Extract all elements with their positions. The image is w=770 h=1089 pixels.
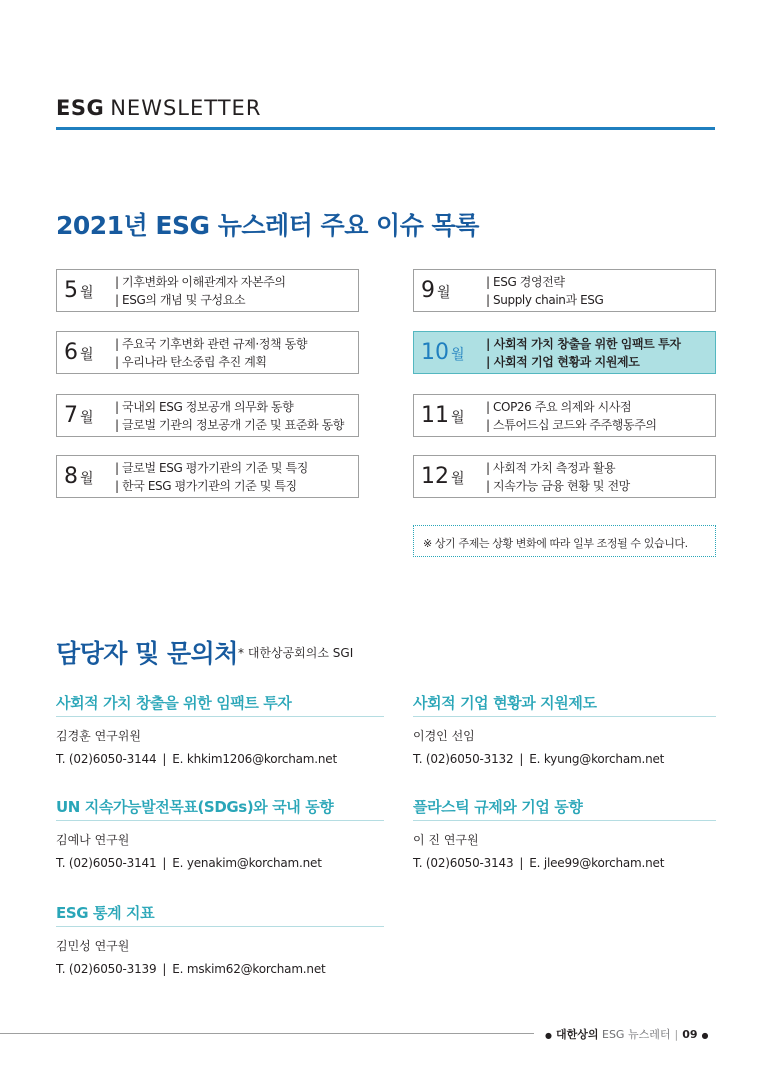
contact-tel: T. (02)6050-3132 — [413, 752, 514, 766]
issue-june — [56, 331, 359, 374]
contact-email[interactable]: E. jlee99@korcham.net — [529, 856, 665, 870]
contact-name: 이 진 연구원 — [413, 833, 479, 847]
page-footer: ● 대한상의 ESG 뉴스레터 | 09 ● — [545, 1028, 709, 1041]
contact-tel: T. (02)6050-3139 — [56, 962, 157, 976]
bullet-icon: ● — [545, 1031, 552, 1040]
issue-september — [413, 269, 716, 312]
contact-topic: ESG 통계 지표 — [56, 902, 384, 927]
contact-card — [56, 692, 384, 766]
footer-rule — [0, 1033, 534, 1034]
issue-topics: | 기후변화와 이해관계자 자본주의 | ESG의 개념 및 구성요소 — [115, 275, 286, 307]
issue-month: 9 월 — [421, 278, 451, 303]
contact-topic: 사회적 가치 창출을 위한 임팩트 투자 — [56, 692, 384, 717]
contact-email[interactable]: E. kyung@korcham.net — [529, 752, 665, 766]
issue-month: 10 월 — [421, 340, 465, 365]
issue-month: 5 월 — [64, 278, 94, 303]
issue-topics: | 국내외 ESG 정보공개 의무화 동향 | 글로벌 기관의 정보공개 기준 및 표준화 동향 — [115, 400, 345, 432]
contact-info: T. (02)6050-3143 | E. jlee99@korcham.net — [413, 856, 665, 870]
issue-month: 7 월 — [64, 403, 94, 428]
issues-title: 2021년 ESG 뉴스레터 주요 이슈 목록 — [56, 211, 479, 240]
contact-info: T. (02)6050-3141 | E. yenakim@korcham.net — [56, 856, 322, 870]
header-subtitle: NEWSLETTER — [110, 96, 262, 120]
contact-name: 김경훈 연구위원 — [56, 729, 141, 743]
issue-november — [413, 394, 716, 437]
issue-topics: | ESG 경영전략 | Supply chain과 ESG — [486, 275, 604, 307]
contact-email[interactable]: E. mskim62@korcham.net — [172, 962, 326, 976]
issue-topics: | 사회적 가치 측정과 활용 | 지속가능 금융 현황 및 전망 — [486, 461, 630, 493]
schedule-note: ※ 상기 주제는 상황 변화에 따라 일부 조정될 수 있습니다. — [413, 525, 716, 557]
contact-name: 이경인 선임 — [413, 729, 475, 743]
contact-info: T. (02)6050-3132 | E. kyung@korcham.net — [413, 752, 665, 766]
contact-card — [413, 692, 716, 766]
issue-topics: | 사회적 가치 창출을 위한 임팩트 투자 | 사회적 기업 현황과 지원제도 — [486, 337, 681, 369]
issue-topics: | 주요국 기후변화 관련 규제·정책 동향 | 우리나라 탄소중립 추진 계획 — [115, 337, 308, 369]
header-brand: ESG — [56, 96, 105, 120]
contact-name: 김예나 연구원 — [56, 833, 130, 847]
contact-info: T. (02)6050-3144 | E. khkim1206@korcham.net — [56, 752, 337, 766]
newsletter-header — [56, 96, 715, 130]
issue-may — [56, 269, 359, 312]
footer-publisher: 대한상의 — [555, 1028, 599, 1041]
contacts-org: * 대한상공회의소 SGI — [238, 646, 354, 660]
issue-month: 12 월 — [421, 464, 465, 489]
contact-tel: T. (02)6050-3141 — [56, 856, 157, 870]
contact-tel: T. (02)6050-3144 — [56, 752, 157, 766]
issue-july — [56, 394, 359, 437]
contact-topic: 사회적 기업 현황과 지원제도 — [413, 692, 716, 717]
page-number: 09 — [682, 1028, 698, 1041]
bullet-icon: ● — [701, 1031, 709, 1040]
issue-month: 11 월 — [421, 403, 465, 428]
issue-december — [413, 455, 716, 498]
contact-card — [56, 796, 384, 870]
issue-october-highlighted — [413, 331, 716, 374]
contact-name: 김민성 연구원 — [56, 939, 130, 953]
issue-month: 8 월 — [64, 464, 94, 489]
contact-topic: UN 지속가능발전목표(SDGs)와 국내 동향 — [56, 796, 384, 821]
contact-card — [413, 796, 716, 870]
contact-tel: T. (02)6050-3143 — [413, 856, 514, 870]
contact-card — [56, 902, 384, 976]
contact-email[interactable]: E. khkim1206@korcham.net — [172, 752, 337, 766]
footer-newsletter: ESG 뉴스레터 — [602, 1028, 671, 1041]
contacts-title: 담당자 및 문의처 — [56, 639, 238, 668]
contact-info: T. (02)6050-3139 | E. mskim62@korcham.net — [56, 962, 326, 976]
issue-august — [56, 455, 359, 498]
issue-topics: | COP26 주요 의제와 시사점 | 스튜어드십 코드와 주주행동주의 — [486, 400, 657, 432]
issue-topics: | 글로벌 ESG 평가기관의 기준 및 특징 | 한국 ESG 평가기관의 기준 및 특징 — [115, 461, 308, 493]
contact-topic: 플라스틱 규제와 기업 동향 — [413, 796, 716, 821]
issue-month: 6 월 — [64, 340, 94, 365]
contact-email[interactable]: E. yenakim@korcham.net — [172, 856, 322, 870]
